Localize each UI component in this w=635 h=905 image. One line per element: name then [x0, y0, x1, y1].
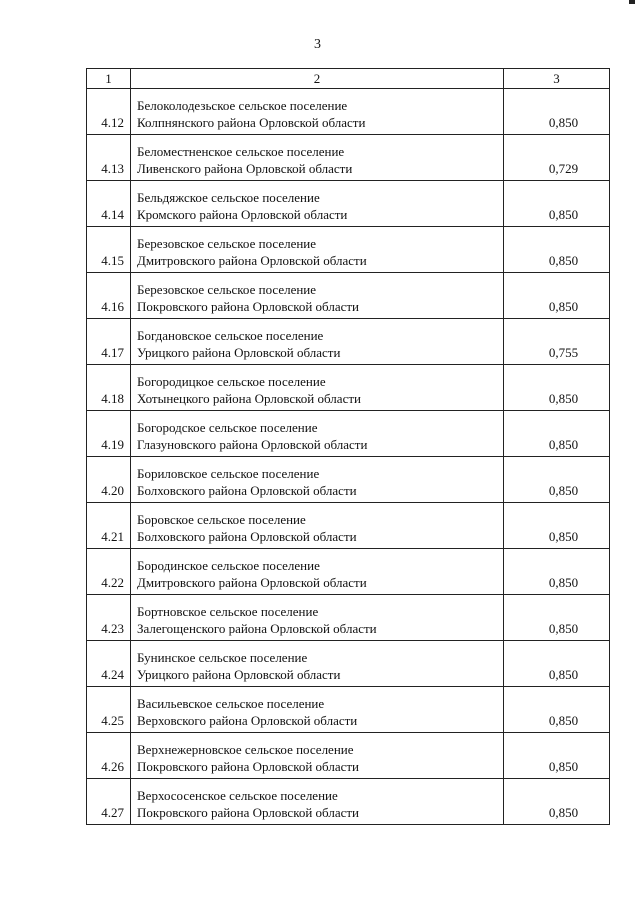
page-number: 3: [314, 37, 321, 52]
settlement-name-line-1: Богородицкое сельское поселение: [137, 374, 326, 389]
row-number: 4.24: [87, 641, 131, 687]
table-row: [87, 595, 610, 641]
settlement-name-line-2: Залегощенского района Орловской области: [137, 621, 377, 636]
settlement-name-line-2: Верховского района Орловской области: [137, 713, 358, 728]
coefficient-value: 0,850: [504, 227, 610, 273]
table-body: [87, 89, 610, 825]
table-row: [87, 779, 610, 825]
settlement-name: [131, 457, 504, 503]
settlement-name: [131, 641, 504, 687]
table-row: [87, 273, 610, 319]
settlement-name-line-1: Боровское сельское поселение: [137, 512, 306, 527]
table-row: [87, 641, 610, 687]
table-row: [87, 503, 610, 549]
settlement-name-line-2: Дмитровского района Орловской области: [137, 253, 367, 268]
settlement-name-line-1: Верхнежерновское сельское поселение: [137, 742, 354, 757]
coefficient-value: 0,850: [504, 89, 610, 135]
settlement-name: [131, 595, 504, 641]
header-col-3: 3: [504, 69, 610, 89]
settlement-name-line-1: Богдановское сельское поселение: [137, 328, 324, 343]
row-number: 4.25: [87, 687, 131, 733]
coefficient-value: 0,850: [504, 365, 610, 411]
row-number: 4.26: [87, 733, 131, 779]
settlement-name-line-2: Кромского района Орловской области: [137, 207, 348, 222]
settlement-name-line-1: Богородское сельское поселение: [137, 420, 318, 435]
row-number: 4.12: [87, 89, 131, 135]
settlement-name-line-1: Бунинское сельское поселение: [137, 650, 308, 665]
settlement-name: [131, 733, 504, 779]
settlement-name-line-2: Дмитровского района Орловской области: [137, 575, 367, 590]
table-row: [87, 135, 610, 181]
table-header: [87, 69, 610, 89]
settlement-name: [131, 273, 504, 319]
settlement-name-line-2: Покровского района Орловской области: [137, 805, 360, 820]
settlement-name-line-1: Беломестненское сельское поселение: [137, 144, 345, 159]
settlement-name: [131, 319, 504, 365]
table-row: [87, 411, 610, 457]
row-number: 4.15: [87, 227, 131, 273]
row-number: 4.17: [87, 319, 131, 365]
settlement-name: [131, 549, 504, 595]
settlement-name-line-1: Белоколодезьское сельское поселение: [137, 98, 348, 113]
table-row: [87, 365, 610, 411]
settlement-name: [131, 365, 504, 411]
coefficient-value: 0,850: [504, 641, 610, 687]
settlement-name: [131, 89, 504, 135]
table-row: [87, 227, 610, 273]
settlement-name-line-1: Бородинское сельское поселение: [137, 558, 320, 573]
row-number: 4.23: [87, 595, 131, 641]
coefficient-value: 0,850: [504, 457, 610, 503]
settlement-name-line-1: Верхососенское сельское поселение: [137, 788, 338, 803]
settlement-name-line-1: Бельдяжское сельское поселение: [137, 190, 320, 205]
row-number: 4.21: [87, 503, 131, 549]
coefficient-value: 0,850: [504, 779, 610, 825]
header-col-2: 2: [131, 69, 504, 89]
settlement-name-line-1: Березовское сельское поселение: [137, 236, 317, 251]
table-row: [87, 549, 610, 595]
settlement-name-line-1: Бориловское сельское поселение: [137, 466, 320, 481]
header-row: [87, 69, 610, 89]
table-row: [87, 733, 610, 779]
row-number: 4.16: [87, 273, 131, 319]
table-row: [87, 89, 610, 135]
coefficient-value: 0,850: [504, 595, 610, 641]
settlement-name-line-2: Колпнянского района Орловской области: [137, 115, 366, 130]
settlement-name-line-2: Покровского района Орловской области: [137, 299, 360, 314]
header-col-1: 1: [87, 69, 131, 89]
row-number: 4.18: [87, 365, 131, 411]
coefficient-value: 0,850: [504, 273, 610, 319]
settlement-name: [131, 181, 504, 227]
settlement-name-line-2: Урицкого района Орловской области: [137, 345, 341, 360]
settlement-name-line-1: Березовское сельское поселение: [137, 282, 317, 297]
row-number: 4.13: [87, 135, 131, 181]
row-number: 4.14: [87, 181, 131, 227]
coefficient-value: 0,850: [504, 687, 610, 733]
settlement-name: [131, 227, 504, 273]
settlement-name: [131, 135, 504, 181]
settlements-table: [86, 68, 610, 825]
settlement-name: [131, 411, 504, 457]
table-row: [87, 319, 610, 365]
settlement-name-line-2: Покровского района Орловской области: [137, 759, 360, 774]
settlement-name: [131, 687, 504, 733]
coefficient-value: 0,850: [504, 411, 610, 457]
row-number: 4.20: [87, 457, 131, 503]
settlement-name: [131, 779, 504, 825]
scan-corner-mark: [629, 0, 635, 4]
settlement-name-line-1: Васильевское сельское поселение: [137, 696, 325, 711]
coefficient-value: 0,755: [504, 319, 610, 365]
table-row: [87, 687, 610, 733]
settlement-name-line-2: Урицкого района Орловской области: [137, 667, 341, 682]
coefficient-value: 0,729: [504, 135, 610, 181]
row-number: 4.27: [87, 779, 131, 825]
row-number: 4.19: [87, 411, 131, 457]
row-number: 4.22: [87, 549, 131, 595]
settlement-name-line-2: Хотынецкого района Орловской области: [137, 391, 361, 406]
settlement-name-line-2: Глазуновского района Орловской области: [137, 437, 368, 452]
coefficient-value: 0,850: [504, 549, 610, 595]
coefficient-value: 0,850: [504, 181, 610, 227]
table-row: [87, 457, 610, 503]
settlement-name: [131, 503, 504, 549]
settlement-name-line-2: Ливенского района Орловской области: [137, 161, 353, 176]
settlement-name-line-2: Болховского района Орловской области: [137, 483, 357, 498]
coefficient-value: 0,850: [504, 733, 610, 779]
settlement-name-line-2: Болховского района Орловской области: [137, 529, 357, 544]
settlement-name-line-1: Бортновское сельское поселение: [137, 604, 319, 619]
table-row: [87, 181, 610, 227]
coefficient-value: 0,850: [504, 503, 610, 549]
